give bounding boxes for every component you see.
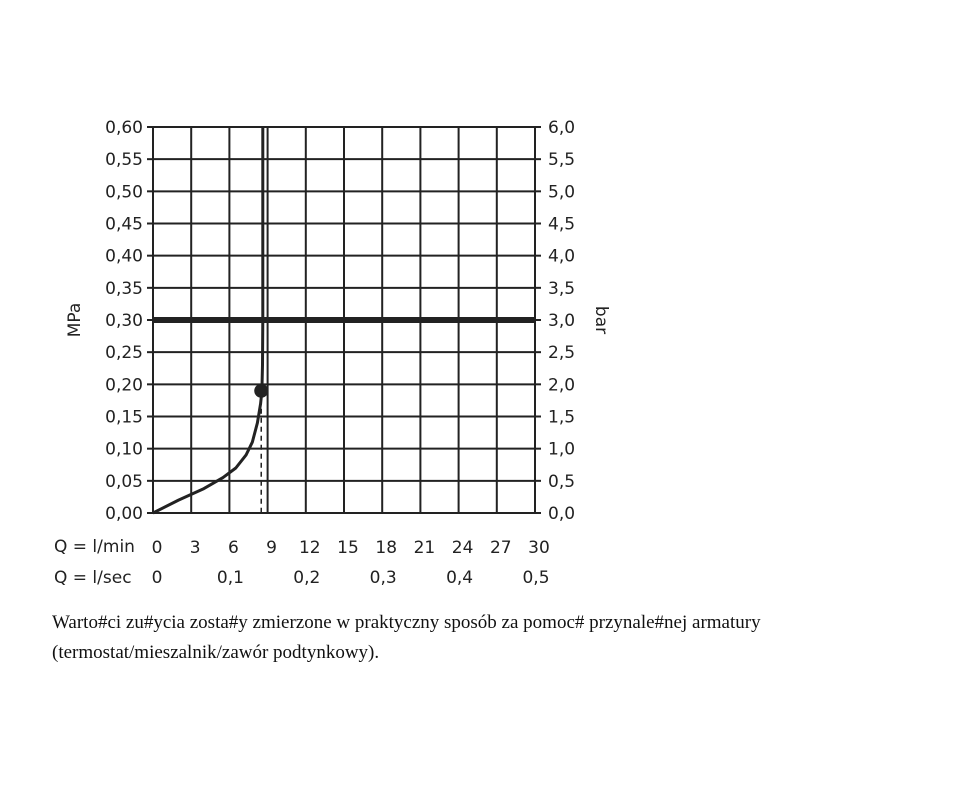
y-right-tick-label: 3,0 [548, 311, 576, 331]
x-primary-tick-label: 6 [227, 538, 239, 558]
x-primary-tick-label: 3 [189, 538, 201, 558]
y-right-tick-label: 4,5 [548, 214, 576, 235]
y-left-tick-label: 0,15 [105, 407, 143, 428]
operating-point-marker [254, 384, 268, 398]
x-primary-tick-label: 0 [151, 538, 163, 558]
x-primary-tick-label: 24 [451, 538, 474, 558]
y-right-tick-label: 2,0 [548, 375, 576, 396]
y-left-tick-label: 0,25 [105, 343, 143, 364]
x-primary-tick-label: 21 [413, 538, 436, 558]
x-primary-tick-label: 12 [298, 538, 321, 558]
y-right-tick-label: 0,5 [548, 471, 576, 492]
x-secondary-tick-label: 0 [151, 568, 163, 588]
y-right-tick-label: 0,0 [548, 504, 576, 524]
y-right-tick-label: 4,0 [548, 246, 576, 267]
y-right-tick-label: 3,5 [548, 278, 576, 299]
x-secondary-tick-label: 0,2 [293, 568, 321, 588]
y-left-tick-label: 0,20 [105, 375, 143, 396]
y-right-tick-label: 5,0 [548, 182, 576, 203]
caption [52, 608, 932, 668]
caption-line-1: Warto#ci zu#ycia zosta#y zmierzone w praktyczny sposób za pomoc# przynale#nej armatury [52, 612, 761, 633]
y-left-tick-label: 0,30 [105, 311, 143, 331]
y-right-tick-label: 5,5 [548, 150, 576, 171]
y-left-tick-label: 0,05 [105, 471, 143, 492]
x-primary-tick-label: 18 [375, 538, 398, 558]
caption-line-2: (termostat/mieszalnik/zawór podtynkowy). [52, 642, 380, 663]
y-right-tick-label: 2,5 [548, 343, 576, 364]
y-right-tick-label: 6,0 [548, 118, 576, 138]
x-primary-axis-title: Q = l/min [54, 537, 135, 557]
x-primary-tick-label: 30 [528, 538, 550, 558]
y-left-tick-label: 0,60 [105, 118, 143, 138]
x-primary-tick-label: 9 [266, 538, 278, 558]
x-secondary-axis-title: Q = l/sec [54, 568, 132, 588]
y-left-tick-label: 0,10 [105, 439, 143, 460]
x-secondary-tick-label: 0,5 [522, 568, 550, 588]
y-right-axis-title: bar [591, 305, 611, 335]
y-right-tick-label: 1,0 [548, 439, 576, 460]
y-left-tick-label: 0,45 [105, 214, 143, 235]
y-left-tick-label: 0,00 [105, 504, 143, 524]
y-left-tick-label: 0,55 [105, 150, 143, 171]
y-left-tick-label: 0,40 [105, 246, 143, 267]
x-secondary-tick-label: 0,4 [446, 568, 474, 588]
y-left-tick-label: 0,50 [105, 182, 143, 203]
x-secondary-tick-label: 0,3 [369, 568, 397, 588]
y-right-tick-label: 1,5 [548, 407, 576, 428]
x-primary-tick-label: 15 [337, 538, 359, 558]
x-secondary-tick-label: 0,1 [216, 568, 244, 588]
x-primary-tick-label: 27 [489, 538, 512, 558]
y-left-tick-label: 0,35 [105, 278, 143, 299]
y-left-axis-title: MPa [65, 302, 85, 338]
